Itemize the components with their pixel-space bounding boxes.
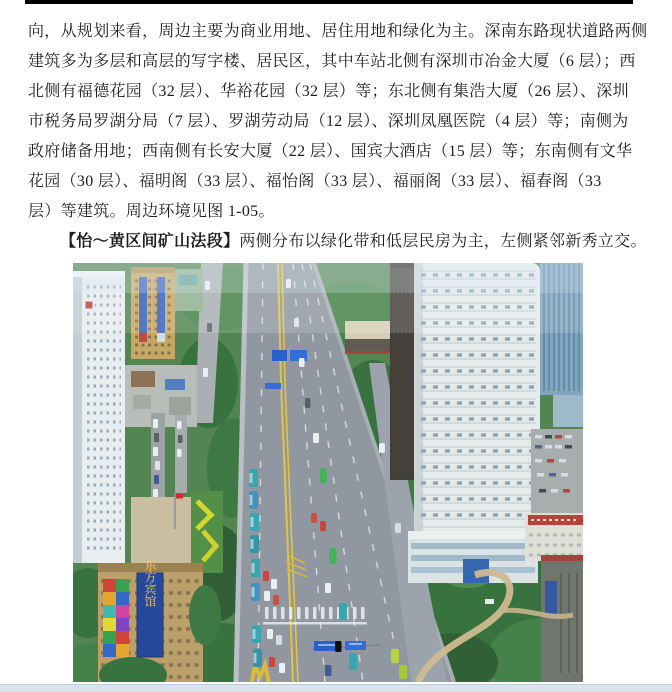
paragraph-line: 向，从规划来看，周边主要为商业用地、居住用地和绿化为主。深南东路现状道路两侧 (28, 23, 648, 40)
paragraph-line: 建筑多为多层和高层的写字楼、居民区，其中车站北侧有深圳市冶金大厦（6 层）；西 (28, 53, 636, 70)
paragraph-line: 北侧有福德花园（32 层）、华裕花园（32 层）等；东北侧有集浩大厦（26 层）、深圳 (28, 83, 629, 100)
hotel-sign-text: 东方宾馆 (143, 559, 157, 607)
document-text (28, 17, 650, 257)
table-border-rule (25, 0, 633, 4)
haze-overlay (73, 263, 583, 682)
section-tag: 【怡～黄区间矿山法段】 (60, 233, 240, 250)
figure-1-05 (73, 263, 583, 682)
horizontal-scrollbar-track[interactable] (0, 684, 672, 692)
paragraph-line: 花园（30 层）、福明阁（33 层）、福怡阁（33 层）、福丽阁（33 层）、福春阁（33 (28, 173, 602, 190)
aerial-photo (73, 263, 583, 682)
paragraph-line: 政府储备用地；西南侧有长安大厦（22 层）、国宾大酒店（15 层）等；东南侧有文华 (28, 143, 633, 160)
paragraph-section-line (28, 227, 650, 257)
paragraph-line: 市税务局罗湖分局（7 层）、罗湖劳动局（12 层）、深圳凤凰医院（4 层）等；南侧为 (28, 113, 629, 130)
section-text: 两侧分布以绿化带和低层民房为主，左侧紧邻新秀立交。 (239, 233, 647, 250)
paragraph-line: 层）等建筑。周边环境见图 1-05。 (28, 203, 275, 220)
